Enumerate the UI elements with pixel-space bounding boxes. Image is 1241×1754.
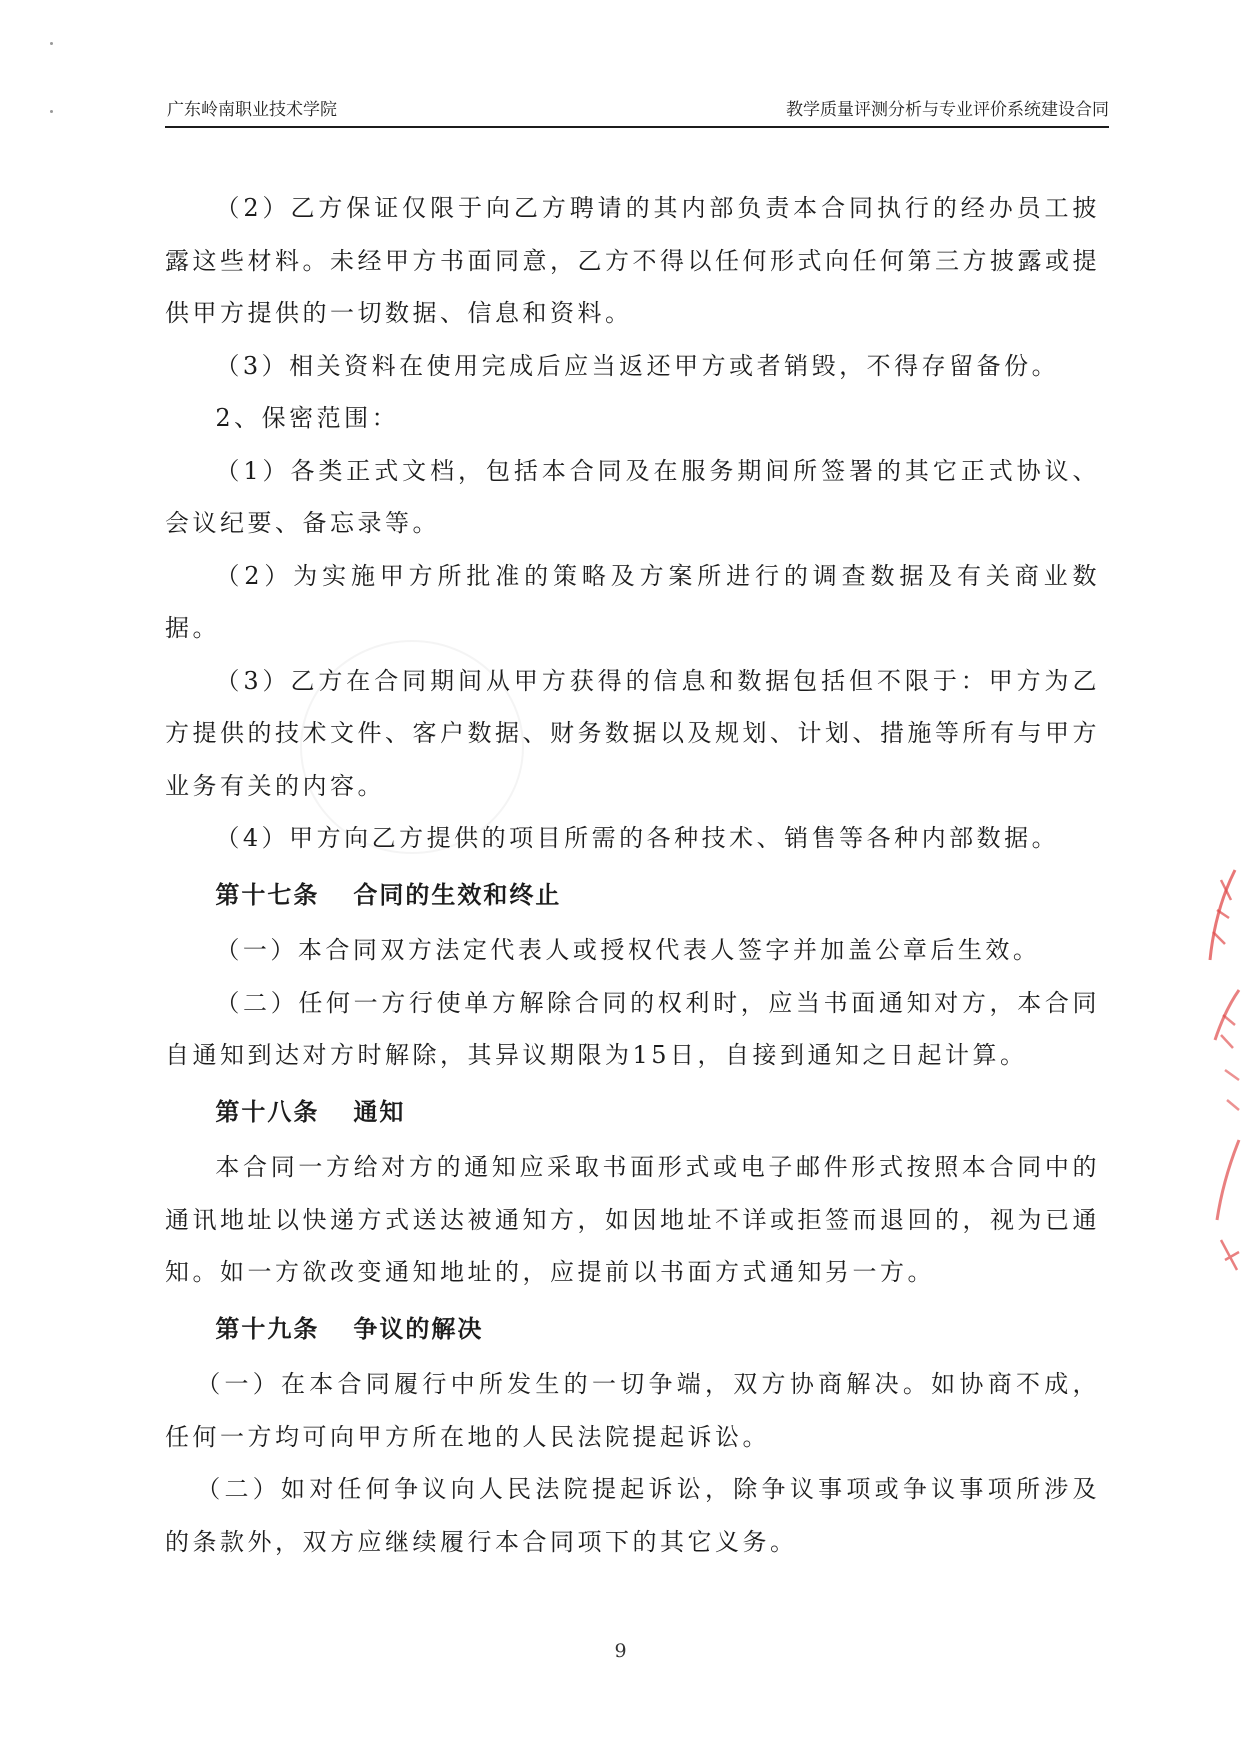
seal-fragment-drawing xyxy=(1195,840,1241,1300)
paragraph: （一）本合同双方法定代表人或授权代表人签字并加盖公章后生效。 xyxy=(215,936,1041,964)
paragraph: （1）各类正式文档，包括本合同及在服务期间所签署的其它正式协议、会议纪要、备忘录等。 xyxy=(165,456,1100,537)
article-number: 第十九条 xyxy=(215,1314,320,1343)
scan-speck xyxy=(50,110,53,113)
red-seal-fragment xyxy=(1195,840,1241,1300)
paragraph: （二）如对任何争议向人民法院提起诉讼，除争议事项或争议事项所涉及的条款外，双方应继续履行本合同项下的其它义务。 xyxy=(165,1475,1100,1556)
page-header xyxy=(165,96,1109,128)
article-title: 通知 xyxy=(353,1097,406,1126)
scan-speck xyxy=(50,42,53,45)
paragraph: （2）为实施甲方所批准的策略及方案所进行的调查数据及有关商业数据。 xyxy=(165,561,1100,642)
page-number: 9 xyxy=(614,1640,627,1662)
paragraph: （一）在本合同履行中所发生的一切争端，双方协商解决。如协商不成，任何一方均可向甲方所在地的人民法院提起诉讼。 xyxy=(165,1370,1100,1451)
paragraph: （二）任何一方行使单方解除合同的权利时，应当书面通知对方，本合同自通知到达对方时解除，其异议期限为15日，自接到通知之日起计算。 xyxy=(165,988,1100,1069)
paragraph: （3）乙方在合同期间从甲方获得的信息和数据包括但不限于：甲方为乙方提供的技术文件、客户数据、财务数据以及规划、计划、措施等所有与甲方业务有关的内容。 xyxy=(165,666,1100,800)
article-17-heading xyxy=(165,869,1100,922)
contract-body xyxy=(165,182,1100,1568)
article-number: 第十八条 xyxy=(215,1097,320,1126)
article-title: 合同的生效和终止 xyxy=(353,880,562,909)
article-19-heading xyxy=(165,1303,1100,1356)
header-institution: 广东岭南职业技术学院 xyxy=(167,100,337,120)
paragraph: （3）相关资料在使用完成后应当返还甲方或者销毁，不得存留备份。 xyxy=(215,351,1060,380)
article-number: 第十七条 xyxy=(215,880,320,909)
article-title: 争议的解决 xyxy=(353,1314,484,1343)
article-18-heading xyxy=(165,1086,1100,1139)
paragraph: （2）乙方保证仅限于向乙方聘请的其内部负责本合同执行的经办员工披露这些材料。未经甲方书面同意，乙方不得以任何形式向任何第三方披露或提供甲方提供的一切数据、信息和资料。 xyxy=(165,194,1100,327)
paragraph: （4）甲方向乙方提供的项目所需的各种技术、销售等各种内部数据。 xyxy=(215,824,1060,852)
paragraph: 2、保密范围： xyxy=(215,404,400,432)
header-contract-title: 教学质量评测分析与专业评价系统建设合同 xyxy=(786,100,1109,120)
paragraph: 本合同一方给对方的通知应采取书面形式或电子邮件形式按照本合同中的通讯地址以快递方式送达被通知方，如因地址不详或拒签而退回的，视为已通知。如一方欲改变通知地址的，应提前以书面方式通知另一方。 xyxy=(165,1153,1100,1286)
